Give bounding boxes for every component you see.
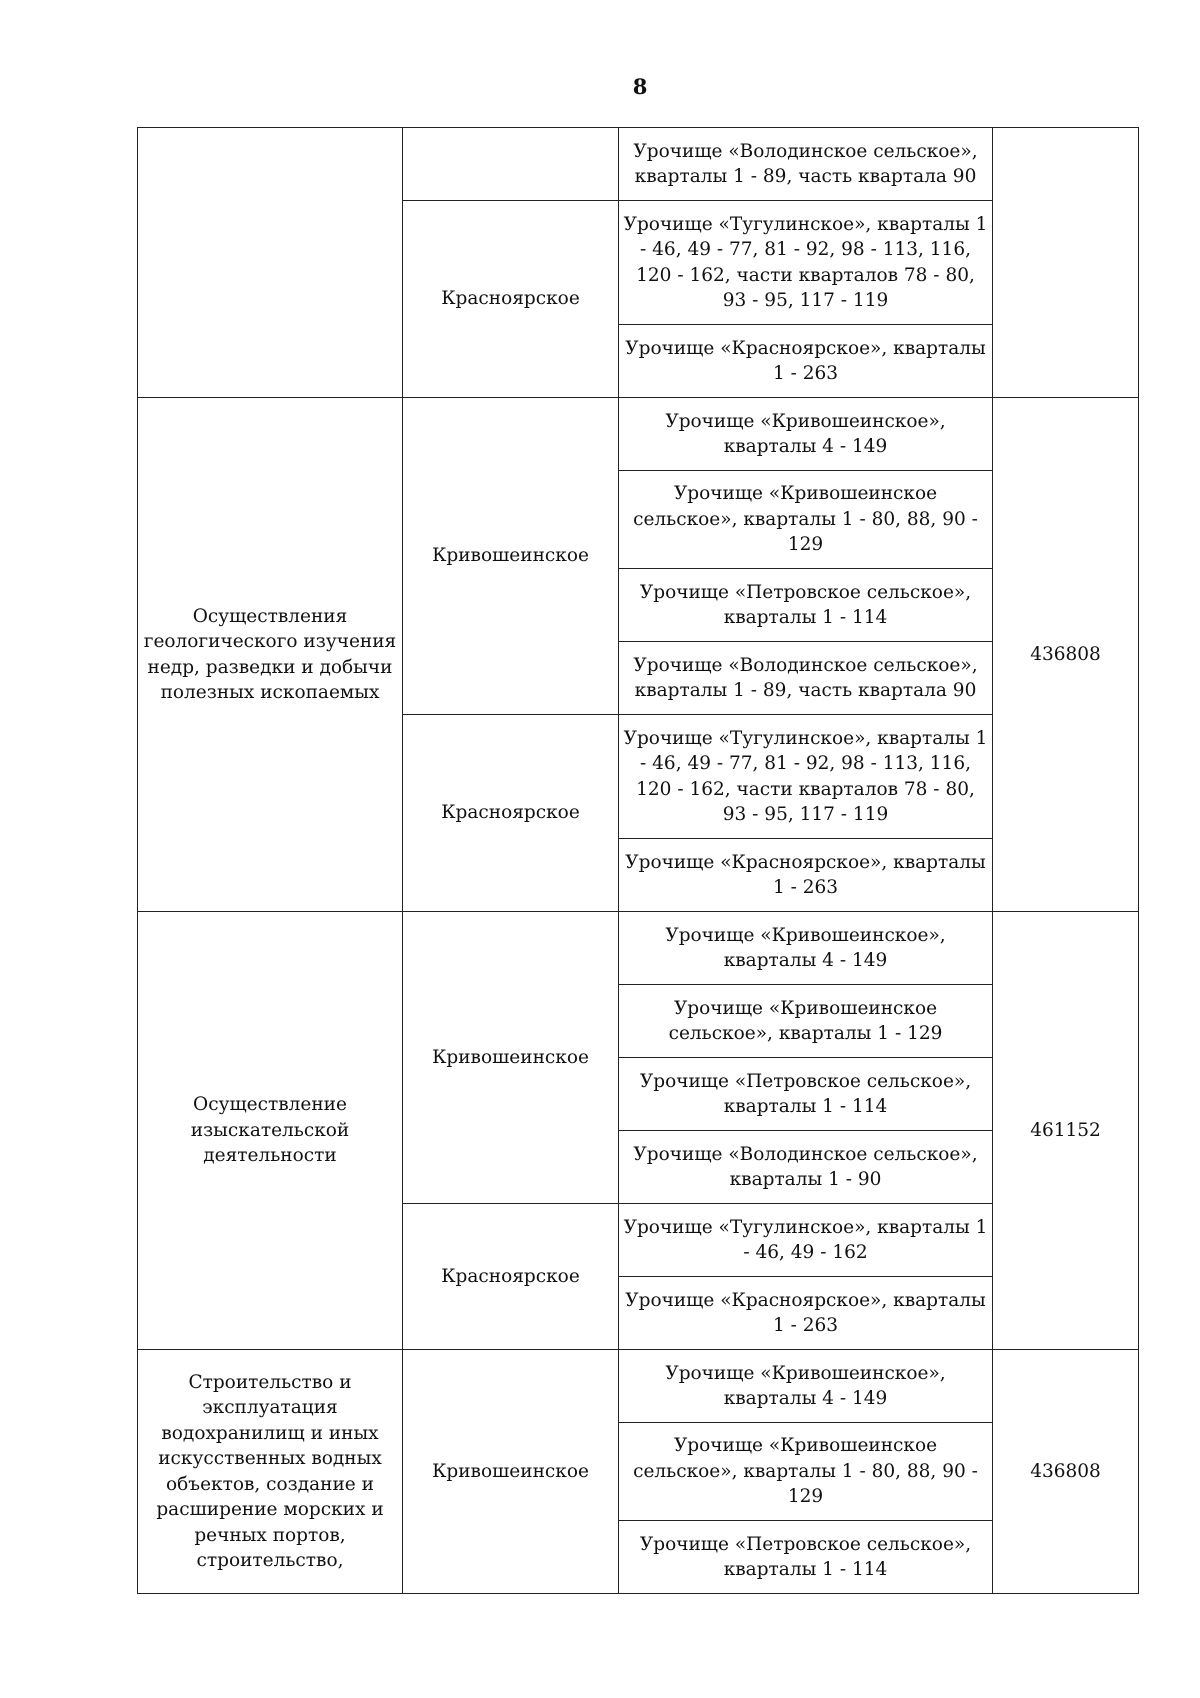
plot-cell: Урочище «Кривошеинское сельское», кварталы 1 - 129 xyxy=(619,985,993,1058)
table-row xyxy=(138,1350,1139,1423)
table-row xyxy=(138,912,1139,985)
table-row xyxy=(138,398,1139,471)
plot-cell: Урочище «Петровское сельское», кварталы 1 - 114 xyxy=(619,1521,993,1594)
area-cell: 436808 xyxy=(993,398,1139,912)
plot-cell: Урочище «Кривошеинское», кварталы 4 - 149 xyxy=(619,398,993,471)
plot-cell: Урочище «Петровское сельское», кварталы 1 - 114 xyxy=(619,1058,993,1131)
area-cell: 436808 xyxy=(993,1350,1139,1594)
area-cell: 461152 xyxy=(993,912,1139,1350)
plot-cell: Урочище «Красноярское», кварталы 1 - 263 xyxy=(619,325,993,398)
plot-cell: Урочище «Красноярское», кварталы 1 - 263 xyxy=(619,839,993,912)
plot-cell: Урочище «Кривошеинское», кварталы 4 - 149 xyxy=(619,1350,993,1423)
plot-cell: Урочище «Володинское сельское», кварталы 1 - 89, часть квартала 90 xyxy=(619,128,993,201)
plot-cell: Урочище «Тугулинское», кварталы 1 - 46, 49 - 77, 81 - 92, 98 - 113, 116, 120 - 162, части кварталов 78 - 80, 93 - 95, 117 - 119 xyxy=(619,715,993,839)
district-cell: Красноярское xyxy=(403,1204,619,1350)
plot-cell: Урочище «Володинское сельское», кварталы 1 - 90 xyxy=(619,1131,993,1204)
plot-cell: Урочище «Кривошеинское сельское», кварталы 1 - 80, 88, 90 - 129 xyxy=(619,1423,993,1521)
plot-cell: Урочище «Кривошеинское сельское», кварталы 1 - 80, 88, 90 - 129 xyxy=(619,471,993,569)
plot-cell: Урочище «Красноярское», кварталы 1 - 263 xyxy=(619,1277,993,1350)
district-cell: Красноярское xyxy=(403,715,619,912)
plot-cell: Урочище «Тугулинское», кварталы 1 - 46, 49 - 77, 81 - 92, 98 - 113, 116, 120 - 162, части кварталов 78 - 80, 93 - 95, 117 - 119 xyxy=(619,201,993,325)
page-number: 8 xyxy=(632,74,648,99)
area-cell xyxy=(993,128,1139,398)
purpose-cell: Осуществления геологического изучения недр, разведки и добычи полезных ископаемых xyxy=(138,398,403,912)
district-cell: Красноярское xyxy=(403,201,619,398)
purpose-cell: Строительство и эксплуатация водохранилищ и иных искусственных водных объектов, создание и расширение морских и речных портов, строительство, xyxy=(138,1350,403,1594)
plot-cell: Урочище «Кривошеинское», кварталы 4 - 149 xyxy=(619,912,993,985)
forestry-purpose-table xyxy=(137,127,1139,1594)
plot-cell: Урочище «Володинское сельское», кварталы 1 - 89, часть квартала 90 xyxy=(619,642,993,715)
plot-cell: Урочище «Тугулинское», кварталы 1 - 46, 49 - 162 xyxy=(619,1204,993,1277)
purpose-cell: Осуществление изыскательской деятельности xyxy=(138,912,403,1350)
table-row xyxy=(138,128,1139,201)
plot-cell: Урочище «Петровское сельское», кварталы 1 - 114 xyxy=(619,569,993,642)
district-cell: Кривошеинское xyxy=(403,912,619,1204)
district-cell: Кривошеинское xyxy=(403,398,619,715)
district-cell xyxy=(403,128,619,201)
district-cell: Кривошеинское xyxy=(403,1350,619,1594)
purpose-cell xyxy=(138,128,403,398)
